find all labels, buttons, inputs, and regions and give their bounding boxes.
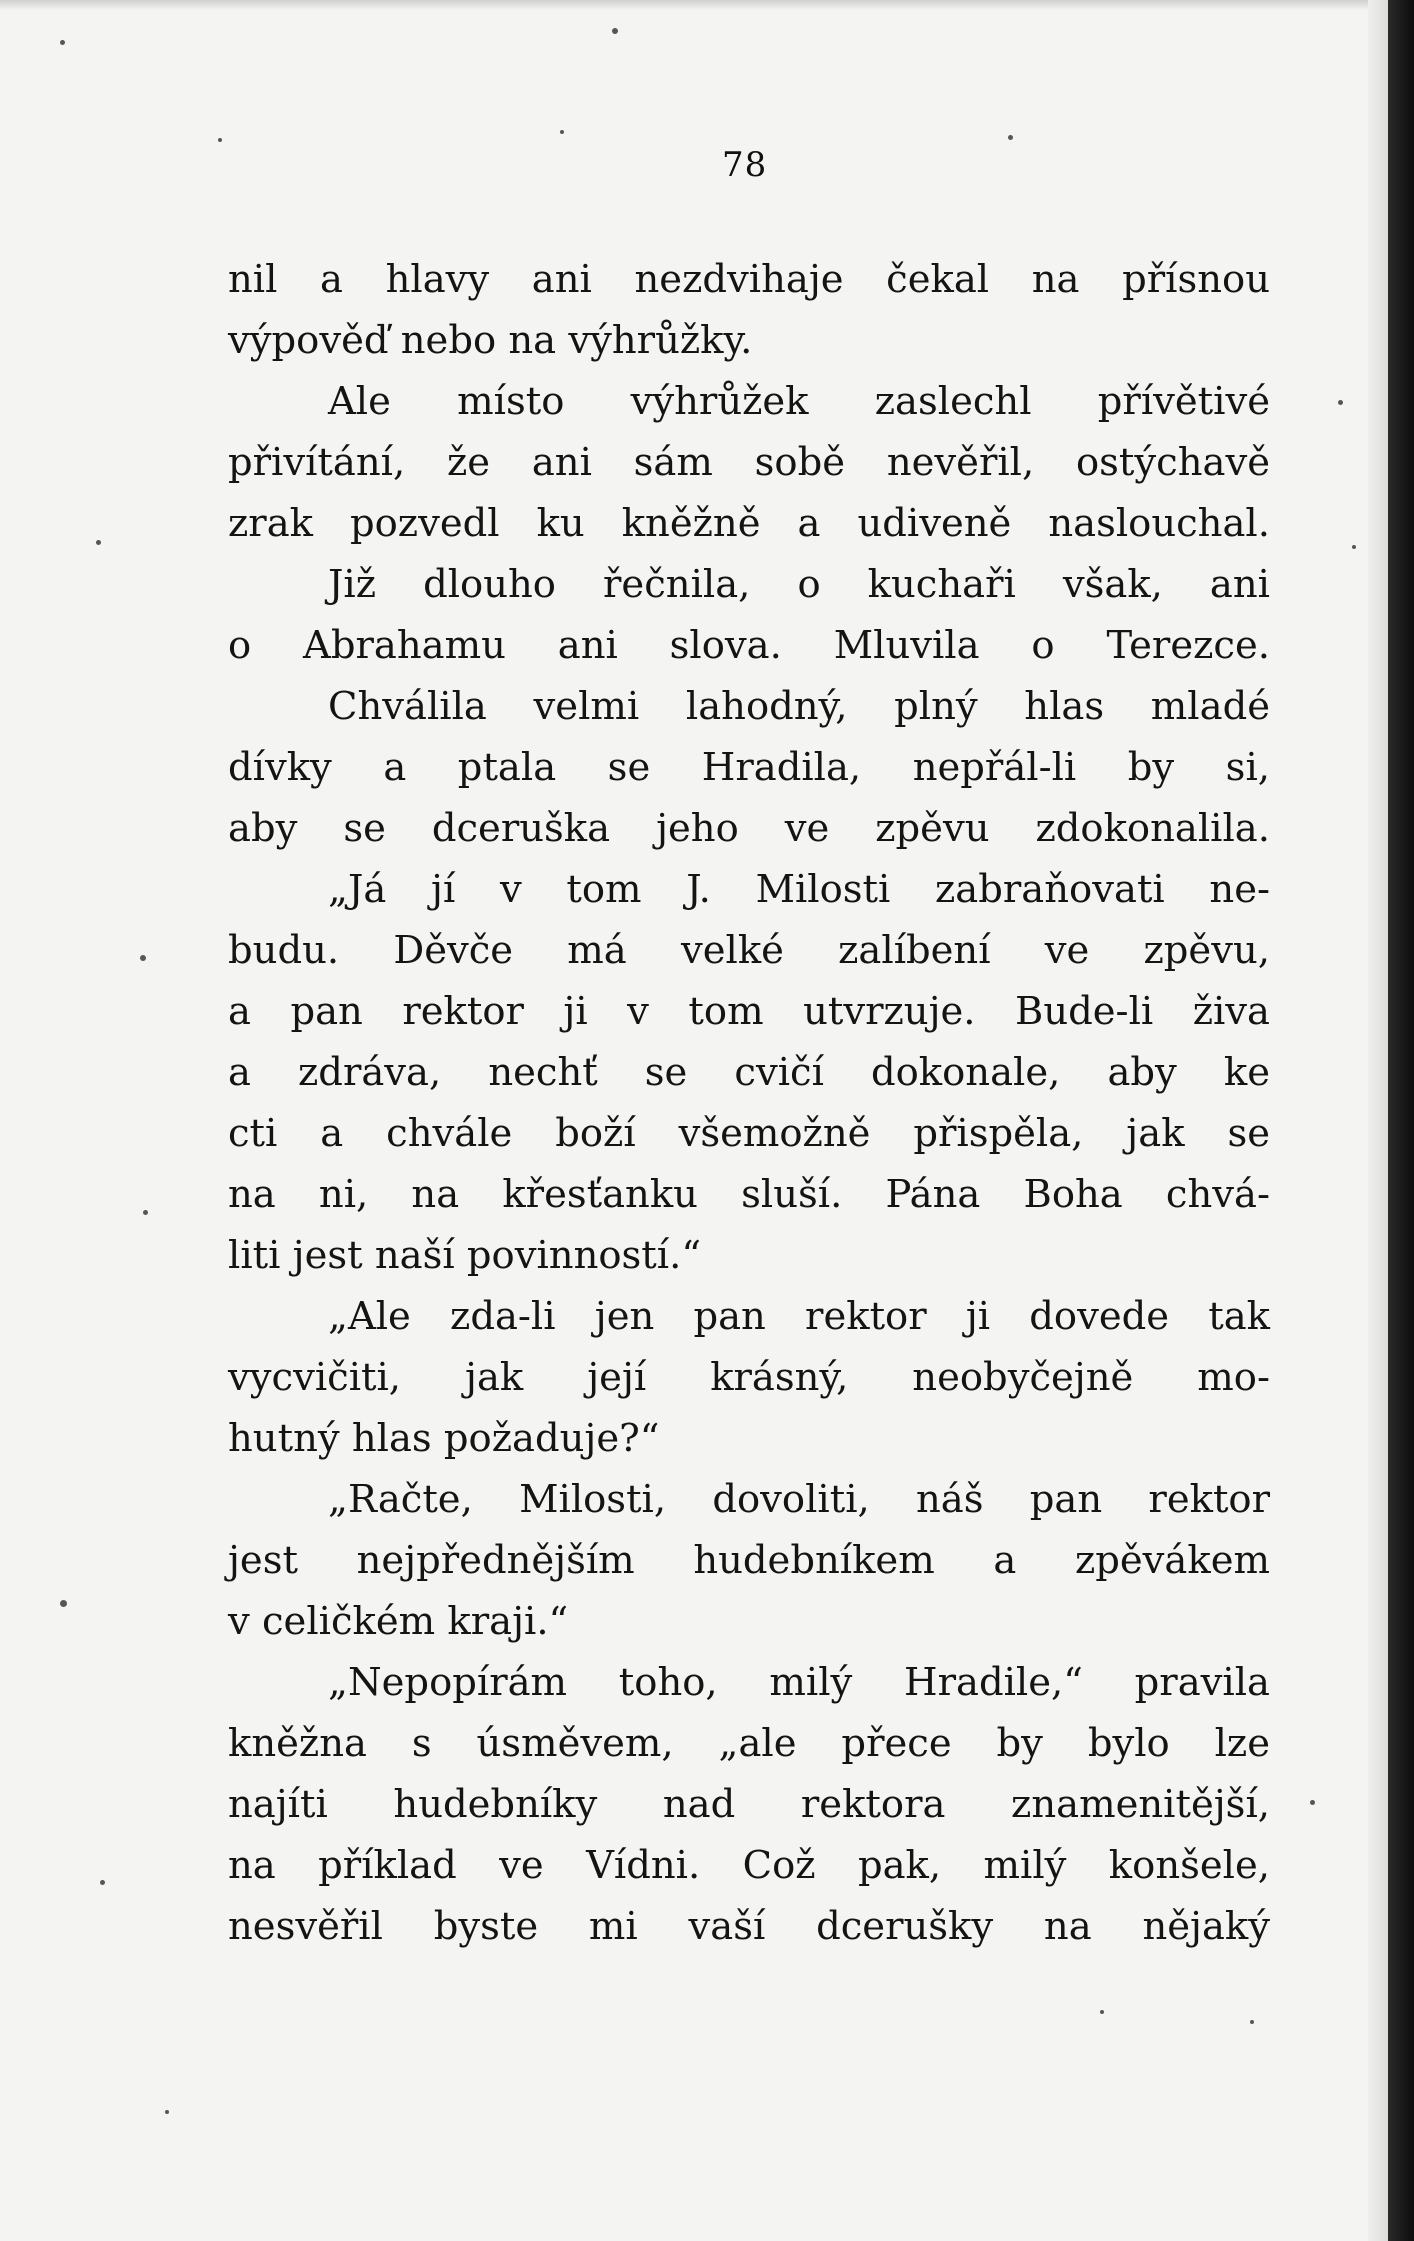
text-line: v celičkém kraji.“	[228, 1599, 569, 1644]
text-line: vycvičiti, jak její krásný, neobyčejně mo-	[228, 1355, 1270, 1400]
scan-speck	[165, 2110, 169, 2114]
scan-speck	[96, 540, 101, 545]
scan-speck	[1250, 2020, 1254, 2024]
text-line: hutný hlas požaduje?“	[228, 1416, 660, 1461]
text-line: výpověď nebo na výhrůžky.	[228, 318, 753, 363]
text-line: a pan rektor ji v tom utvrzuje. Bude-li živa	[228, 989, 1270, 1034]
text-line: a zdráva, nechť se cvičí dokonale, aby ke	[228, 1050, 1270, 1095]
right-margin-shade	[1368, 0, 1388, 2241]
text-line: „Ale zda-li jen pan rektor ji dovede tak	[328, 1294, 1270, 1339]
text-line: přivítání, že ani sám sobě nevěřil, ostýchavě	[228, 440, 1270, 485]
text-line: aby se dceruška jeho ve zpěvu zdokonalila.	[228, 806, 1270, 851]
text-line: „Nepopírám toho, milý Hradile,“ pravila	[328, 1660, 1270, 1705]
text-line: jest nejpřednějším hudebníkem a zpěvákem	[228, 1538, 1270, 1583]
scan-speck	[1008, 135, 1013, 140]
scan-speck	[143, 1210, 148, 1215]
binding-edge	[1388, 0, 1414, 2241]
text-line: Již dlouho řečnila, o kuchaři však, ani	[328, 562, 1270, 607]
text-line: Chválila velmi lahodný, plný hlas mladé	[328, 684, 1270, 729]
text-line: zrak pozvedl ku kněžně a udiveně naslouchal.	[228, 501, 1270, 546]
text-line: dívky a ptala se Hradila, nepřál-li by si,	[228, 745, 1270, 790]
scan-speck	[60, 1600, 67, 1607]
scan-speck	[612, 28, 618, 34]
text-line: „Já jí v tom J. Milosti zabraňovati ne-	[328, 867, 1270, 912]
scan-speck	[100, 1880, 105, 1885]
scan-speck	[560, 130, 564, 134]
text-line: najíti hudebníky nad rektora znamenitější,	[228, 1782, 1270, 1827]
text-line: nesvěřil byste mi vaší dcerušky na nějaký	[228, 1904, 1270, 1949]
scan-speck	[218, 138, 222, 142]
scan-speck	[1352, 545, 1356, 549]
scan-speck	[1310, 1800, 1315, 1805]
text-line: „Račte, Milosti, dovoliti, náš pan rektor	[328, 1477, 1270, 1522]
text-line: o Abrahamu ani slova. Mluvila o Terezce.	[228, 623, 1270, 668]
scan-speck	[60, 40, 65, 45]
text-line: na příklad ve Vídni. Což pak, milý konšele,	[228, 1843, 1270, 1888]
page-number: 78	[722, 145, 768, 185]
text-line: cti a chvále boží všemožně přispěla, jak se	[228, 1111, 1270, 1156]
text-line: liti jest naší povinností.“	[228, 1233, 702, 1278]
top-edge-shadow	[0, 0, 1414, 10]
scan-speck	[140, 955, 146, 961]
scan-speck	[1100, 2010, 1104, 2014]
text-line: kněžna s úsměvem, „ale přece by bylo lze	[228, 1721, 1270, 1766]
text-line: Ale místo výhrůžek zaslechl přívětivé	[328, 379, 1270, 424]
text-line: na ni, na křesťanku sluší. Pána Boha chvá-	[228, 1172, 1270, 1217]
text-line: nil a hlavy ani nezdvihaje čekal na přísnou	[228, 257, 1270, 302]
scan-speck	[1338, 400, 1343, 405]
text-line: budu. Děvče má velké zalíbení ve zpěvu,	[228, 928, 1270, 973]
